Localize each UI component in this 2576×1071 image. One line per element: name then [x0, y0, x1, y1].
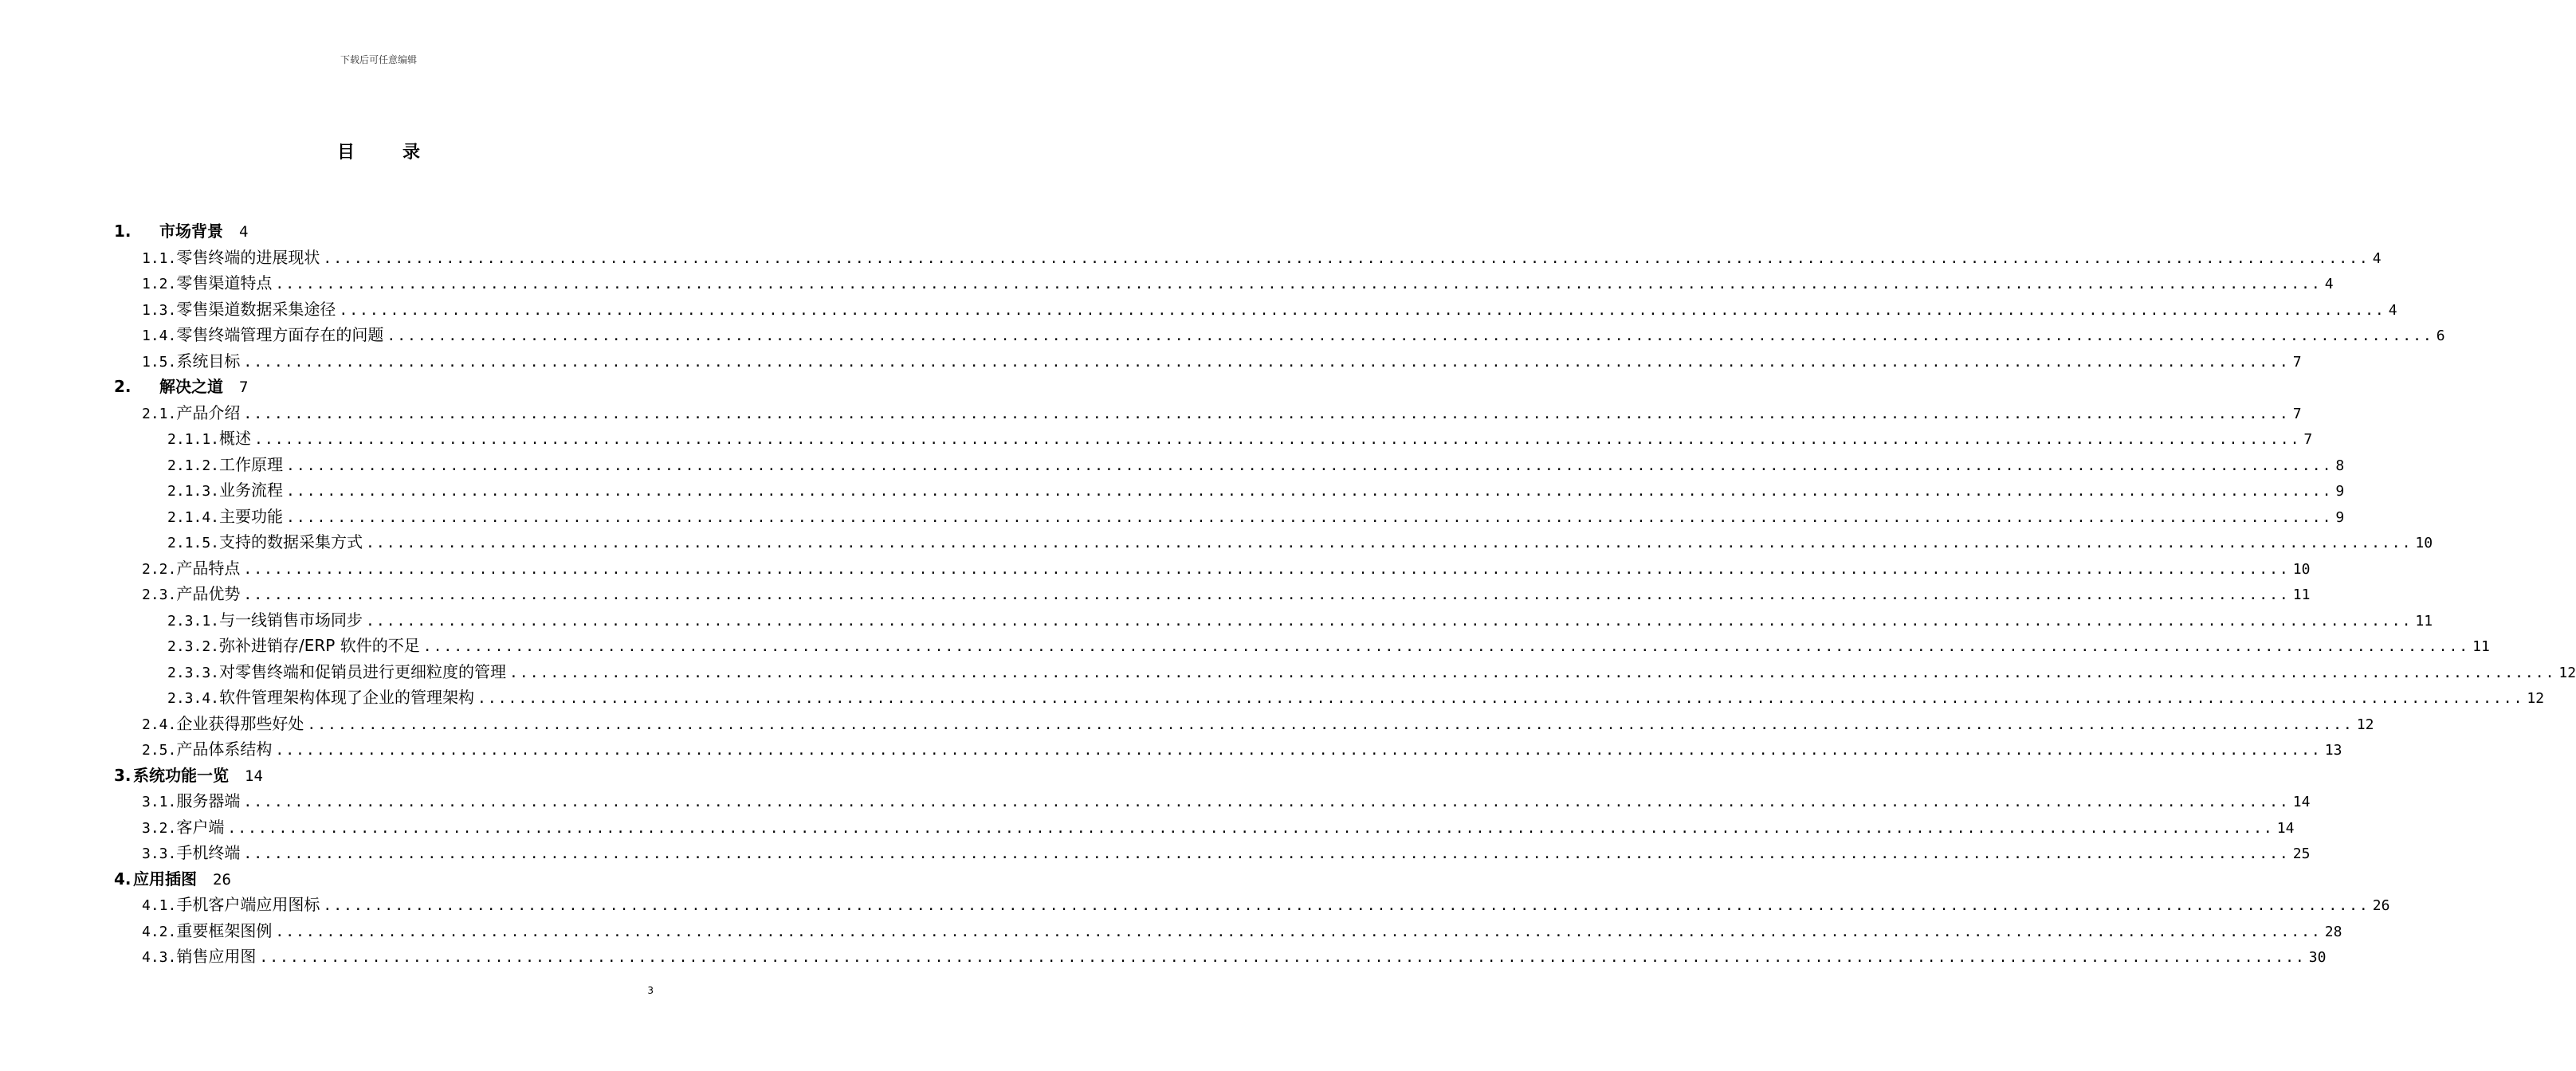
- toc-leader-dots: ........................................................................................................................................................................................................: [286, 457, 2333, 474]
- toc-leader-dots: ........................................................................................................................................................................................................: [254, 431, 2301, 448]
- toc-leader-dots: ........................................................................................................................................................................................................: [275, 742, 2322, 759]
- toc-entry-title: 市场背景: [159, 222, 223, 241]
- title-char-2: 录: [402, 143, 421, 163]
- toc-entry-number: 2.3.4.: [167, 690, 220, 707]
- toc-entry-title: 零售渠道特点: [176, 273, 273, 292]
- toc-entry-title: 业务流程: [219, 481, 284, 500]
- toc-leader-dots: ........................................................................................................................................................................................................: [243, 845, 2290, 862]
- toc-entry-title: 零售渠道数据采集途径: [176, 299, 336, 319]
- toc-entry-number: 3.: [114, 765, 132, 785]
- toc-leader-dots: ........................................................................................................................................................................................................: [339, 301, 2386, 319]
- toc-entry-title: 重要框架图例: [176, 920, 273, 940]
- toc-entry-page: 11: [2292, 586, 2311, 603]
- toc-entry-page: 10: [2292, 560, 2311, 578]
- toc-chapter[interactable]: [114, 218, 248, 244]
- toc-entry[interactable]: [142, 400, 2302, 426]
- page-title: [0, 139, 757, 163]
- toc-entry[interactable]: [142, 296, 2397, 322]
- toc-entry-title: 对零售终端和促销员进行更细粒度的管理: [219, 661, 507, 681]
- toc-leader-dots: ........................................................................................................................................................................................................: [422, 638, 2470, 655]
- toc-entry[interactable]: [142, 918, 2342, 944]
- toc-entry-title: 产品体系结构: [176, 740, 273, 759]
- toc-entry-number: 2.1.4.: [167, 508, 220, 526]
- toc-entry[interactable]: [142, 348, 2302, 374]
- toc-entry-number: 2.: [114, 377, 132, 396]
- toc-entry[interactable]: [142, 892, 2390, 917]
- page-header: 下载后可任意编辑: [340, 54, 417, 65]
- toc-entry-title: 应用插图: [133, 869, 197, 889]
- toc-entry-title: 手机终端: [176, 843, 241, 862]
- toc-entry[interactable]: [167, 426, 2313, 451]
- toc-entry-title: 服务器端: [176, 791, 241, 810]
- toc-entry-title: 客户端: [176, 817, 225, 837]
- toc-entry-page: 14: [245, 767, 263, 785]
- toc-leader-dots: ........................................................................................................................................................................................................: [323, 249, 2370, 267]
- toc-entry-number: 2.3.3.: [167, 664, 220, 681]
- toc-entry[interactable]: [167, 685, 2545, 710]
- toc-entry-page: 4: [2372, 249, 2382, 267]
- toc-leader-dots: ........................................................................................................................................................................................................: [243, 586, 2290, 603]
- toc-leader-dots: ........................................................................................................................................................................................................: [307, 716, 2354, 733]
- toc-chapter[interactable]: [114, 374, 248, 399]
- toc-entry-number: 1.4.: [142, 328, 177, 344]
- toc-entry-title: 与一线销售市场同步: [219, 610, 363, 630]
- toc-entry-title: 产品优势: [176, 584, 241, 603]
- toc-entry-title: 产品特点: [176, 558, 241, 578]
- toc-entry[interactable]: [167, 607, 2433, 633]
- toc-entry-page: 10: [2415, 535, 2433, 551]
- toc-leader-dots: ........................................................................................................................................................................................................: [275, 276, 2322, 292]
- toc-entry-title: 工作原理: [219, 454, 284, 474]
- toc-leader-dots: ........................................................................................................................................................................................................: [243, 353, 2290, 371]
- toc-entry-title: 弥补进销存/ERP 软件的不足: [219, 636, 420, 655]
- toc-entry-title: 系统功能一览: [133, 765, 229, 785]
- toc-leader-dots: ........................................................................................................................................................................................................: [286, 508, 2333, 526]
- toc-entry-page: 4: [2324, 276, 2334, 292]
- toc-chapter[interactable]: [114, 763, 263, 788]
- toc-entry-number: 1.3.: [142, 301, 177, 319]
- toc-entry-number: 2.1.2.: [167, 457, 220, 474]
- toc-entry-number: 1.5.: [142, 353, 177, 371]
- toc-entry-page: 13: [2324, 742, 2342, 759]
- toc-entry-title: 系统目标: [176, 351, 241, 371]
- toc-entry-number: 4.: [114, 869, 132, 889]
- toc-entry[interactable]: [167, 633, 2490, 658]
- toc-leader-dots: ........................................................................................................................................................................................................: [387, 328, 2433, 344]
- toc-entry-number: 2.3.2.: [167, 638, 220, 655]
- toc-entry-page: 12: [2558, 664, 2576, 681]
- toc-entry-number: 1.2.: [142, 276, 177, 292]
- toc-entry[interactable]: [142, 814, 2295, 840]
- toc-entry[interactable]: [142, 944, 2327, 969]
- toc-entry[interactable]: [142, 270, 2334, 296]
- toc-entry[interactable]: [142, 245, 2382, 270]
- toc-entry-page: 30: [2308, 949, 2327, 966]
- toc-entry-page: 8: [2335, 457, 2345, 474]
- toc-entry[interactable]: [142, 736, 2342, 762]
- toc-entry-page: 6: [2436, 328, 2445, 344]
- toc-entry-title: 产品介绍: [176, 402, 241, 422]
- toc-entry-page: 4: [2388, 301, 2397, 319]
- toc-leader-dots: ........................................................................................................................................................................................................: [243, 560, 2290, 578]
- toc-leader-dots: ........................................................................................................................................................................................................: [275, 923, 2322, 940]
- toc-entry[interactable]: [167, 504, 2345, 529]
- toc-leader-dots: ........................................................................................................................................................................................................: [286, 483, 2333, 500]
- toc-entry-title: 企业获得那些好处: [176, 713, 304, 733]
- toc-entry-title: 销售应用图: [176, 947, 257, 966]
- toc-entry-page: 4: [239, 223, 249, 241]
- toc-entry[interactable]: [142, 581, 2311, 606]
- page-number: 3: [647, 985, 654, 996]
- toc-entry[interactable]: [167, 452, 2345, 477]
- toc-entry-title: 手机客户端应用图标: [176, 895, 320, 914]
- toc-leader-dots: ........................................................................................................................................................................................................: [259, 949, 2306, 966]
- toc-entry-page: 7: [2292, 405, 2302, 422]
- toc-entry-number: 2.4.: [142, 716, 177, 733]
- toc-entry[interactable]: [142, 840, 2311, 865]
- toc-entry-title: 软件管理架构体现了企业的管理架构: [219, 688, 475, 707]
- toc-entry-page: 28: [2324, 923, 2342, 940]
- toc-entry-number: 3.3.: [142, 845, 177, 862]
- toc-entry-title: 零售终端管理方面存在的问题: [176, 325, 384, 344]
- toc-entry-title: 解决之道: [159, 377, 223, 396]
- toc-leader-dots: ........................................................................................................................................................................................................: [509, 664, 2556, 681]
- toc-entry-page: 11: [2415, 612, 2433, 630]
- toc-entry-title: 主要功能: [219, 506, 284, 526]
- toc-entry-page: 25: [2292, 845, 2311, 862]
- toc-entry-number: 4.1.: [142, 897, 177, 914]
- toc-entry[interactable]: [142, 555, 2311, 581]
- toc-entry-number: 2.2.: [142, 560, 177, 578]
- toc-entry-number: 4.3.: [142, 949, 177, 966]
- toc-entry-number: 2.1.3.: [167, 483, 220, 500]
- toc-leader-dots: ........................................................................................................................................................................................................: [366, 535, 2413, 551]
- toc-leader-dots: ........................................................................................................................................................................................................: [243, 405, 2290, 422]
- toc-entry[interactable]: [167, 477, 2345, 503]
- toc-entry-page: 11: [2472, 638, 2490, 655]
- toc-leader-dots: ........................................................................................................................................................................................................: [243, 794, 2290, 810]
- toc-leader-dots: ........................................................................................................................................................................................................: [366, 612, 2413, 630]
- toc-chapter[interactable]: [114, 866, 231, 892]
- toc-leader-dots: ........................................................................................................................................................................................................: [227, 819, 2274, 837]
- toc-entry-page: 12: [2527, 690, 2545, 707]
- toc-leader-dots: ........................................................................................................................................................................................................: [477, 690, 2524, 707]
- toc-entry-number: 2.1.1.: [167, 431, 220, 448]
- toc-entry-page: 26: [213, 870, 231, 889]
- toc-leader-dots: ........................................................................................................................................................................................................: [323, 897, 2370, 914]
- toc-entry-title: 零售终端的进展现状: [176, 247, 320, 267]
- toc-entry-number: 2.5.: [142, 742, 177, 759]
- toc-entry-page: 9: [2335, 508, 2345, 526]
- toc-entry-number: 1.: [114, 222, 132, 241]
- toc-entry-title: 支持的数据采集方式: [219, 532, 363, 551]
- toc-entry-page: 7: [2303, 431, 2313, 448]
- toc-entry-page: 7: [2292, 353, 2302, 371]
- toc-entry-number: 2.1.5.: [167, 535, 220, 551]
- toc-entry-number: 1.1.: [142, 249, 177, 267]
- toc-entry-number: 2.3.1.: [167, 612, 220, 630]
- toc-entry-number: 2.1.: [142, 405, 177, 422]
- toc-entry-page: 12: [2356, 716, 2374, 733]
- toc-entry[interactable]: [142, 788, 2311, 814]
- toc-entry-page: 26: [2372, 897, 2390, 914]
- toc-entry[interactable]: [142, 711, 2374, 736]
- toc-entry[interactable]: [142, 322, 2445, 347]
- toc-entry[interactable]: [167, 529, 2433, 555]
- toc-entry-page: 14: [2292, 794, 2311, 810]
- toc-entry[interactable]: [167, 659, 2576, 685]
- toc-entry-number: 2.3.: [142, 586, 177, 603]
- toc-entry-number: 4.2.: [142, 923, 177, 940]
- toc-entry-page: 7: [239, 379, 249, 396]
- title-char-1: 目: [336, 143, 355, 163]
- toc-entry-number: 3.2.: [142, 819, 177, 837]
- toc-entry-page: 9: [2335, 483, 2345, 500]
- toc-entry-page: 14: [2276, 819, 2295, 837]
- toc-entry-number: 3.1.: [142, 794, 177, 810]
- toc-entry-title: 概述: [219, 429, 252, 448]
